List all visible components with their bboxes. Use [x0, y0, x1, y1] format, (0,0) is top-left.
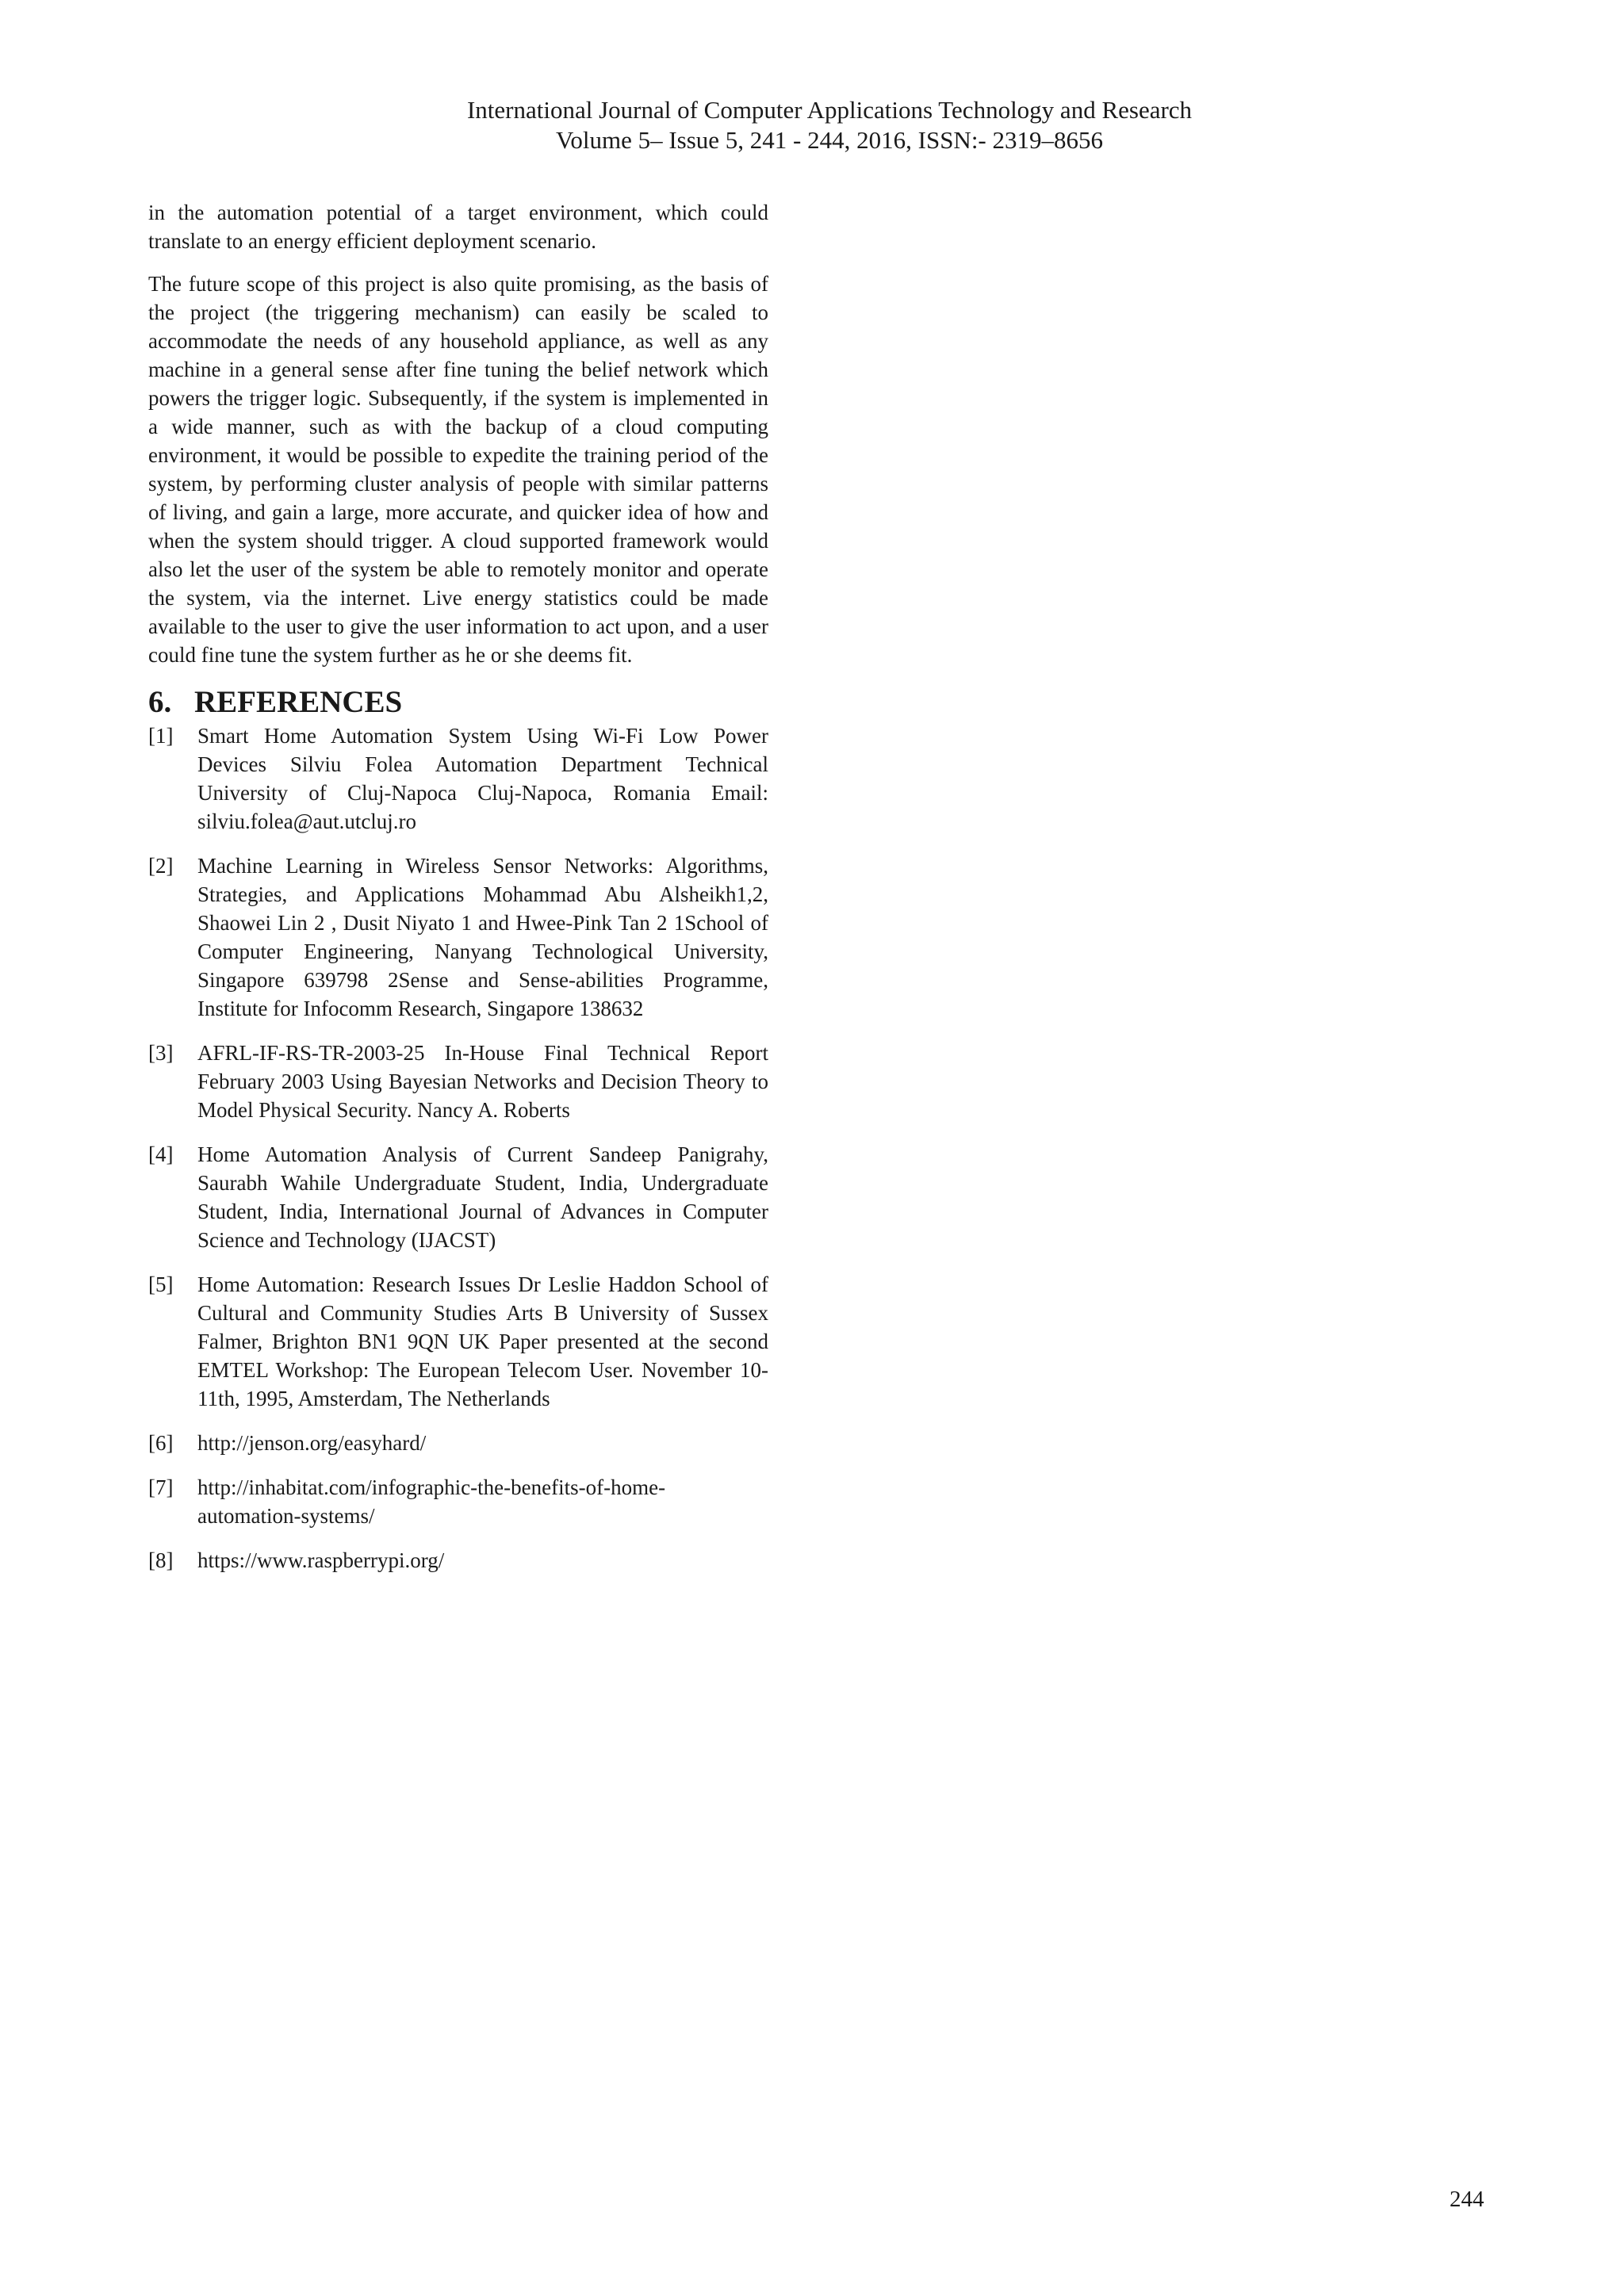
reference-label: [6] [148, 1431, 174, 1455]
reference-label: [1] [148, 724, 174, 748]
reference-link[interactable]: http://jenson.org/easyhard/ [197, 1431, 427, 1455]
running-header [0, 95, 1624, 155]
reference-list [148, 721, 768, 1575]
journal-title: International Journal of Computer Applications Technology and Research [466, 96, 1193, 124]
page-number: 244 [1450, 2187, 1484, 2212]
reference-label: [8] [148, 1548, 174, 1572]
body-paragraph: The future scope of this project is also quite promising, as the basis of the project (the triggering mechanism) can easily be scaled to accommodate the needs of any household appliance, as well as any machine in a general sense after fine tuning the belief network which powers the trigger logic. Subsequently, if the system is implemented in a wide manner, such as with the backup of a cloud computing environment, it would be possible to expedite the training period of the system, by performing cluster analysis of people with similar patterns of living, and gain a large, more accurate, and quicker idea of how and when the system should trigger. A cloud supported framework would also let the user of the system be able to remotely monitor and operate the system, via the internet. Live energy statistics could be made available to the user to give the user information to act upon, and a user could fine tune the system further as he or she deems fit. [148, 272, 768, 667]
reference-item [148, 1473, 768, 1530]
reference-label: [2] [148, 854, 174, 878]
reference-item [148, 851, 768, 1023]
section-title: REFERENCES [194, 685, 403, 719]
reference-text: Machine Learning in Wireless Sensor Networks: Algorithms, Strategies, and Applications Mohammad Abu Alsheikh1,2, Shaowei Lin 2 , Dusit Niyato 1 and Hwee-Pink Tan 2 1School of Computer Engineering, Nanyang Technological University, Singapore 639798 2Sense and Sense-abilities Programme, Institute for Infocomm Research, Singapore 138632 [197, 854, 768, 1020]
reference-item [148, 1270, 768, 1413]
reference-link[interactable]: http://inhabitat.com/infographic-the-benefits-of-home-automation-systems/ [197, 1475, 666, 1528]
reference-label: [3] [148, 1041, 174, 1065]
reference-text: Home Automation Analysis of Current Sandeep Panigrahy, Saurabh Wahile Undergraduate Student, India, Undergraduate Student, India, International Journal of Advances in Computer Science and Technology (IJACST) [197, 1142, 768, 1252]
reference-item [148, 1140, 768, 1254]
body-paragraph: in the automation potential of a target environment, which could translate to an energy efficient deployment scenario. [148, 201, 768, 253]
reference-text: AFRL-IF-RS-TR-2003-25 In-House Final Technical Report February 2003 Using Bayesian Networks and Decision Theory to Model Physical Security. Nancy A. Roberts [197, 1041, 768, 1122]
reference-item [148, 721, 768, 836]
reference-item [148, 1546, 768, 1575]
reference-label: [5] [148, 1272, 174, 1296]
journal-volume-info: Volume 5– Issue 5, 241 - 244, 2016, ISSN:- 2319–8656 [555, 126, 1104, 154]
reference-label: [4] [148, 1142, 174, 1166]
reference-item [148, 1039, 768, 1124]
reference-text: Smart Home Automation System Using Wi-Fi Low Power Devices Silviu Folea Automation Department Technical University of Cluj-Napoca Cluj-Napoca, Romania Email: silviu.folea@aut.utcluj.ro [197, 724, 768, 833]
left-column [148, 198, 768, 1590]
reference-item [148, 1429, 768, 1457]
section-number: 6. [148, 685, 172, 719]
section-heading-references [148, 685, 768, 720]
reference-link[interactable]: https://www.raspberrypi.org/ [197, 1548, 445, 1572]
reference-label: [7] [148, 1475, 174, 1499]
reference-text: Home Automation: Research Issues Dr Leslie Haddon School of Cultural and Community Studies Arts B University of Sussex Falmer, Brighton BN1 9QN UK Paper presented at the second EMTEL Workshop: The European Telecom User. November 10-11th, 1995, Amsterdam, The Netherlands [197, 1272, 768, 1410]
